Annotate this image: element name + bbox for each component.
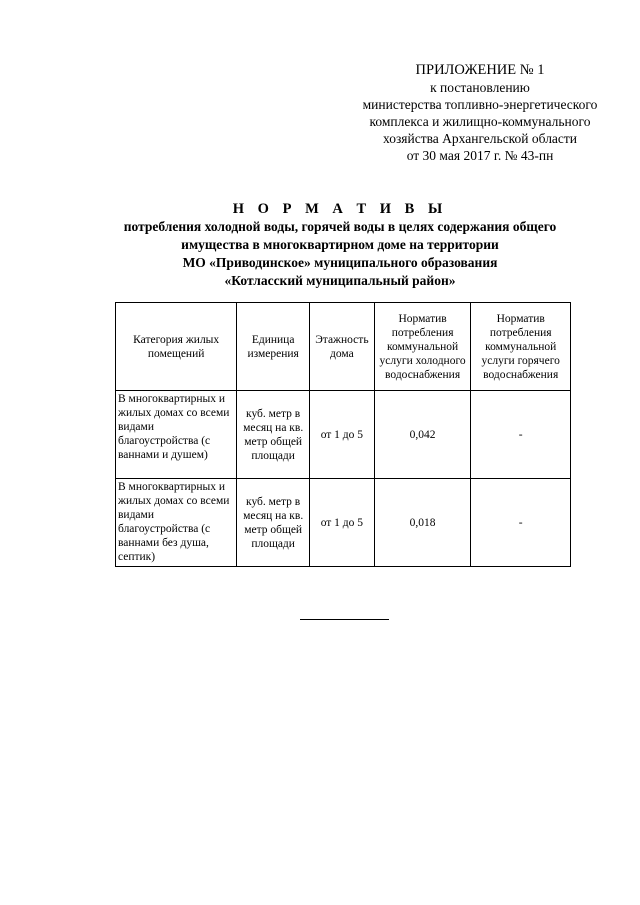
header-unit: Единица измерения xyxy=(237,303,310,391)
appendix-line: комплекса и жилищно-коммунального xyxy=(369,114,591,129)
appendix-block xyxy=(330,62,630,164)
cell-hot-water: - xyxy=(471,479,571,567)
appendix-date: от 30 мая 2017 г. № 43-пн xyxy=(406,148,554,163)
cell-cold-water: 0,042 xyxy=(374,391,471,479)
document-title: Н О Р М А Т И В Ы xyxy=(232,201,448,217)
table-header-row xyxy=(116,303,571,391)
table-row xyxy=(116,479,571,567)
cell-category: В многоквартирных и жилых домах со всеми видами благоустройства (с ваннами без душа, септик) xyxy=(116,479,237,567)
table-row xyxy=(116,391,571,479)
cell-unit: куб. метр в месяц на кв. метр общей площади xyxy=(237,479,310,567)
norms-table xyxy=(115,302,571,567)
cell-floors: от 1 до 5 xyxy=(309,391,374,479)
appendix-line: к постановлению xyxy=(430,80,530,95)
appendix-line: министерства топливно-энергетического xyxy=(362,97,598,112)
header-hot-water: Норматив потребления коммунальной услуги горячего водоснабжения xyxy=(471,303,571,391)
end-divider xyxy=(300,619,389,620)
appendix-number: ПРИЛОЖЕНИЕ № 1 xyxy=(415,62,545,78)
header-floors: Этажность дома xyxy=(309,303,374,391)
cell-floors: от 1 до 5 xyxy=(309,479,374,567)
cell-category: В многоквартирных и жилых домах со всеми видами благоустройства (с ваннами и душем) xyxy=(116,391,237,479)
header-category: Категория жилых помещений xyxy=(116,303,237,391)
heading-line: «Котласский муниципальный район» xyxy=(224,273,456,288)
header-cold-water: Норматив потребления коммунальной услуги холодного водоснабжения xyxy=(374,303,471,391)
appendix-line: хозяйства Архангельской области xyxy=(382,131,578,146)
cell-unit: куб. метр в месяц на кв. метр общей площади xyxy=(237,391,310,479)
heading-line: имущества в многоквартирном доме на территории xyxy=(181,237,499,252)
heading-line: потребления холодной воды, горячей воды в целях содержания общего xyxy=(123,219,557,234)
cell-hot-water: - xyxy=(471,391,571,479)
cell-cold-water: 0,018 xyxy=(374,479,471,567)
document-heading xyxy=(60,200,620,290)
heading-line: МО «Приводинское» муниципального образования xyxy=(182,255,498,270)
